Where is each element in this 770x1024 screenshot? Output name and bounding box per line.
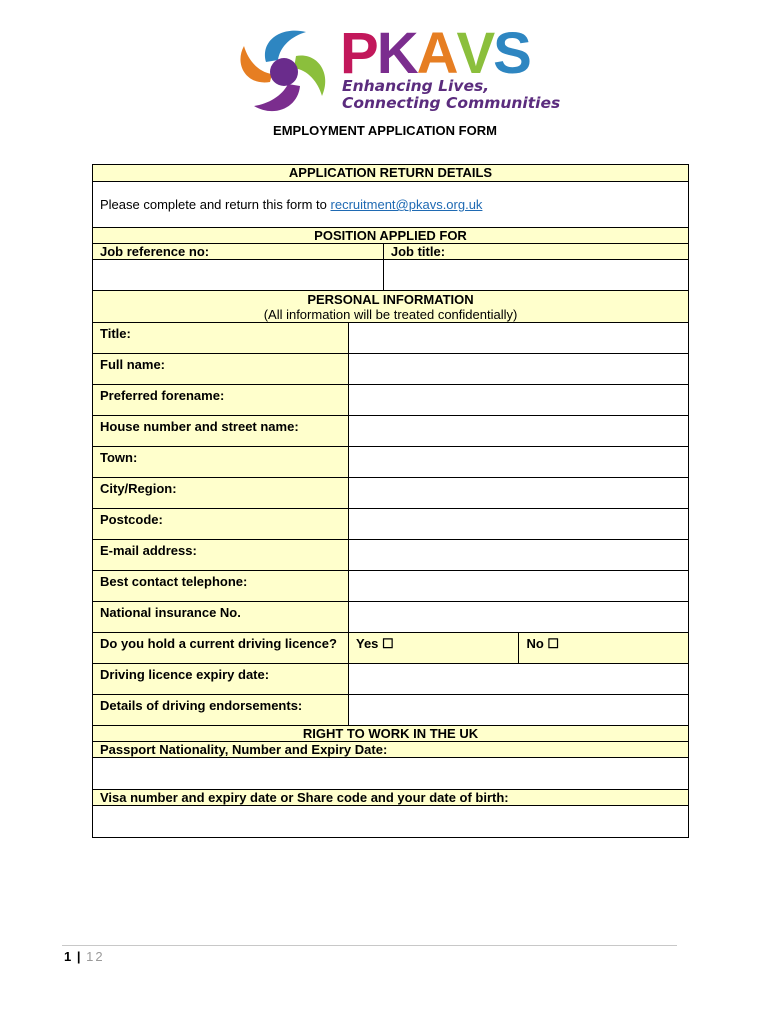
tagline-line-2: Connecting Communities <box>342 94 561 112</box>
email-address-label-text: E-mail address: <box>100 543 197 558</box>
telephone-label-text: Best contact telephone: <box>100 574 248 589</box>
recruitment-email-link[interactable]: recruitment@pkavs.org.uk <box>330 197 483 212</box>
form-title: EMPLOYMENT APPLICATION FORM <box>273 123 497 138</box>
street-label <box>93 416 349 447</box>
city-region-label <box>93 478 349 509</box>
passport-field[interactable] <box>93 758 689 790</box>
title-label <box>93 323 349 354</box>
licence-yes-label: Yes ☐ <box>355 636 394 651</box>
email-address-field[interactable] <box>348 540 688 571</box>
position-heading: POSITION APPLIED FOR <box>93 228 689 244</box>
job-reference-field[interactable] <box>93 260 384 291</box>
licence-no-option[interactable] <box>519 633 689 664</box>
endorsements-label <box>93 695 349 726</box>
right-to-work-heading: RIGHT TO WORK IN THE UK <box>93 726 689 742</box>
personal-info-title: PERSONAL INFORMATION <box>307 292 474 307</box>
page-number <box>64 949 105 964</box>
page-separator: | <box>76 949 81 964</box>
telephone-label <box>93 571 349 602</box>
national-insurance-field[interactable] <box>348 602 688 633</box>
driving-licence-label-text: Do you hold a current driving licence? <box>100 636 337 651</box>
total-pages: 12 <box>86 949 105 964</box>
logo-letter: K <box>376 21 417 86</box>
national-insurance-label <box>93 602 349 633</box>
swirl-logo-icon <box>236 22 336 117</box>
job-title-field[interactable] <box>383 260 688 291</box>
title-label-text: Title: <box>100 326 131 341</box>
driving-licence-label <box>93 633 349 664</box>
title-field[interactable] <box>348 323 688 354</box>
personal-info-heading <box>93 291 689 323</box>
preferred-forename-label <box>93 385 349 416</box>
city-region-label-text: City/Region: <box>100 481 177 496</box>
visa-field[interactable] <box>93 806 689 838</box>
return-instruction-text: Please complete and return this form to <box>100 197 331 212</box>
town-label <box>93 447 349 478</box>
email-address-label <box>93 540 349 571</box>
return-instructions <box>93 182 689 228</box>
postcode-label-text: Postcode: <box>100 512 163 527</box>
footer-divider <box>62 945 677 946</box>
telephone-field[interactable] <box>348 571 688 602</box>
preferred-forename-label-text: Preferred forename: <box>100 388 225 403</box>
pkavs-logo <box>236 21 561 117</box>
logo-letter: V <box>456 21 494 86</box>
national-insurance-label-text: National insurance No. <box>100 605 241 620</box>
postcode-field[interactable] <box>348 509 688 540</box>
logo-letter: P <box>340 21 377 86</box>
full-name-label-text: Full name: <box>100 357 166 372</box>
town-field[interactable] <box>348 447 688 478</box>
endorsements-field[interactable] <box>348 695 688 726</box>
visa-label: Visa number and expiry date or Share code and your date of birth: <box>93 790 689 806</box>
licence-expiry-label-text: Driving licence expiry date: <box>100 667 270 682</box>
confidential-note: (All information will be treated confidentially) <box>263 307 518 322</box>
city-region-field[interactable] <box>348 478 688 509</box>
return-details-heading: APPLICATION RETURN DETAILS <box>93 165 689 182</box>
street-label-text: House number and street name: <box>100 419 299 434</box>
street-field[interactable] <box>348 416 688 447</box>
preferred-forename-field[interactable] <box>348 385 688 416</box>
job-title-label: Job title: <box>383 244 688 260</box>
logo-letter: S <box>493 21 530 86</box>
full-name-label <box>93 354 349 385</box>
logo-tagline <box>342 78 560 112</box>
licence-expiry-field[interactable] <box>348 664 688 695</box>
logo-letter: A <box>416 21 457 86</box>
licence-expiry-label <box>93 664 349 695</box>
current-page: 1 <box>64 949 72 964</box>
full-name-field[interactable] <box>348 354 688 385</box>
licence-no-label: No ☐ <box>526 636 560 651</box>
passport-label: Passport Nationality, Number and Expiry Date: <box>93 742 689 758</box>
licence-yes-option[interactable] <box>348 633 519 664</box>
job-reference-label: Job reference no: <box>93 244 384 260</box>
endorsements-label-text: Details of driving endorsements: <box>100 698 303 713</box>
tagline-line-1: Enhancing Lives, <box>342 77 490 95</box>
application-form-table <box>92 164 689 838</box>
postcode-label <box>93 509 349 540</box>
town-label-text: Town: <box>100 450 138 465</box>
